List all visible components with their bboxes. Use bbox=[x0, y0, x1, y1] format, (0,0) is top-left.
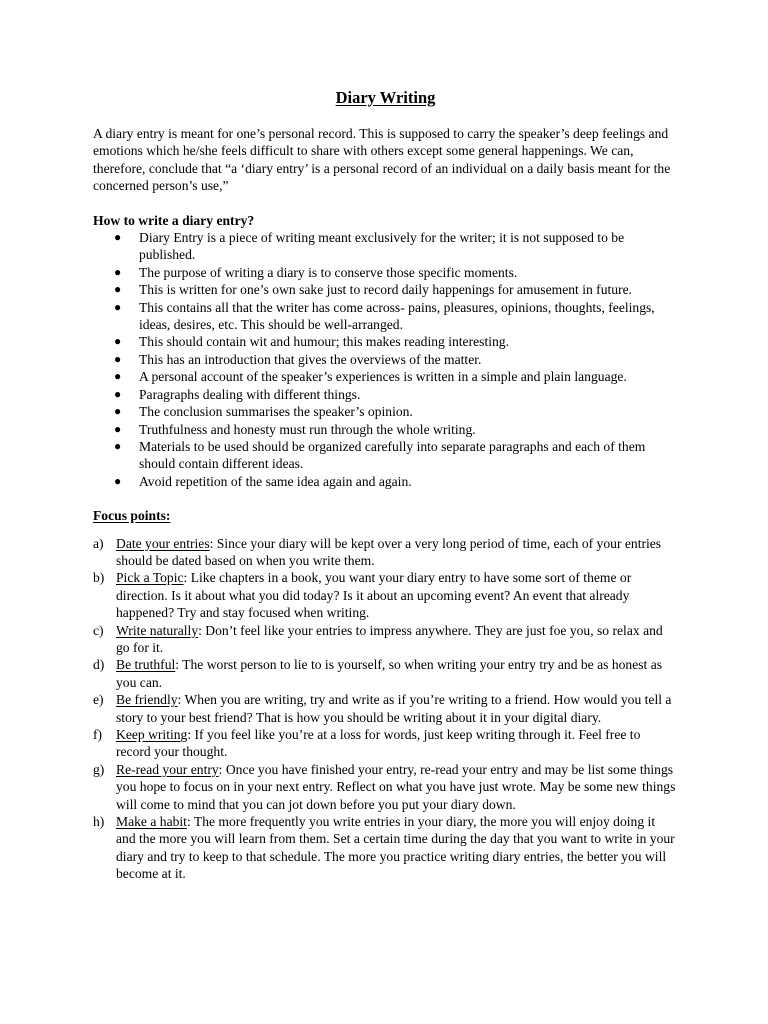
bullet-icon: ● bbox=[114, 473, 122, 488]
focus-heading: Focus points: bbox=[93, 508, 171, 524]
list-item bbox=[93, 569, 676, 621]
list-item bbox=[114, 299, 675, 334]
bullet-icon: ● bbox=[114, 404, 122, 419]
bullet-icon: ● bbox=[114, 282, 122, 297]
focus-text: : The more frequently you write entries in your diary, the more you will enjoy doing it and the more you will learn from them. Set a certain time during the day that you want to write in your diary and try to keep to that schedule. The more you practice writing diary entries, the better you will become at it. bbox=[116, 814, 675, 882]
list-item bbox=[114, 386, 675, 403]
focus-text: : When you are writing, try and write as if you’re writing to a friend. How would you tell a story to your best friend? That is how you should be writing about it in your digital diary. bbox=[116, 692, 672, 725]
focus-term: Keep writing bbox=[116, 727, 188, 742]
bullet-icon: ● bbox=[114, 334, 122, 349]
focus-term: Be truthful bbox=[116, 657, 176, 673]
list-item bbox=[93, 622, 676, 657]
focus-text: : If you feel like you’re at a loss for words, just keep writing through it. Feel free to record your thought. bbox=[116, 727, 641, 760]
bullet-icon: ● bbox=[114, 438, 122, 453]
focus-term: Pick a Topic bbox=[116, 570, 184, 586]
list-marker: f) bbox=[93, 727, 103, 742]
list-item-text: Truthfulness and honesty must run through the whole writing. bbox=[139, 421, 476, 437]
list-item bbox=[93, 761, 676, 813]
list-marker: b) bbox=[93, 570, 105, 586]
list-item-text: This contains all that the writer has come across- pains, pleasures, opinions, thoughts, feelings, ideas, desires, etc. This should be well-arranged. bbox=[139, 299, 655, 333]
list-marker: d) bbox=[93, 657, 105, 673]
list-item-text: The purpose of writing a diary is to conserve those specific moments. bbox=[139, 264, 518, 280]
bullet-icon: ● bbox=[114, 299, 122, 314]
list-item bbox=[114, 281, 675, 298]
focus-text: : Since your diary will be kept over a very long period of time, each of your entries should be dated based on when you write them. bbox=[116, 535, 662, 568]
list-item-text: This should contain wit and humour; this makes reading interesting. bbox=[139, 334, 509, 350]
bullet-icon: ● bbox=[114, 264, 122, 279]
focus-term: Write naturally bbox=[116, 622, 199, 638]
bullet-icon: ● bbox=[114, 421, 122, 436]
bullet-icon: ● bbox=[114, 351, 122, 366]
focus-list bbox=[93, 535, 678, 883]
list-item bbox=[114, 368, 675, 385]
list-item-text: The conclusion summarises the speaker’s opinion. bbox=[139, 404, 413, 420]
list-item bbox=[93, 813, 676, 883]
focus-term: Date your entries bbox=[116, 535, 210, 551]
list-item-text: This has an introduction that gives the overviews of the matter. bbox=[139, 351, 482, 367]
list-item bbox=[93, 656, 676, 691]
list-marker: c) bbox=[93, 622, 104, 638]
list-item-text: Diary Entry is a piece of writing meant exclusively for the writer; it is not supposed to be published. bbox=[139, 230, 625, 263]
bullet-icon: ● bbox=[114, 386, 122, 401]
list-item-text: This is written for one’s own sake just to record daily happenings for amusement in future. bbox=[139, 282, 633, 298]
how-to-heading: How to write a diary entry? bbox=[93, 212, 255, 228]
list-item bbox=[114, 421, 675, 438]
list-item bbox=[93, 691, 676, 726]
list-marker: g) bbox=[93, 761, 105, 777]
list-item bbox=[93, 535, 676, 570]
bullet-icon: ● bbox=[114, 230, 122, 245]
list-item-text: Avoid repetition of the same idea again and again. bbox=[139, 473, 412, 489]
list-item bbox=[114, 351, 675, 368]
list-item bbox=[114, 438, 675, 473]
list-marker: h) bbox=[93, 814, 105, 830]
list-item bbox=[114, 229, 675, 264]
focus-term: Make a habit bbox=[116, 814, 187, 830]
list-marker: a) bbox=[93, 535, 104, 551]
list-item bbox=[114, 473, 675, 490]
focus-term: Be friendly bbox=[116, 692, 178, 708]
page-title: Diary Writing bbox=[335, 88, 436, 107]
list-item bbox=[114, 264, 675, 281]
how-to-list bbox=[93, 229, 678, 490]
list-marker: e) bbox=[93, 692, 104, 708]
list-item bbox=[93, 726, 676, 761]
focus-text: : Once you have finished your entry, re-read your entry and may be list some things you hope to focus on in your next entry. Reflect on what you have just wrote. May be some new things will come to mind that you can jot down before you put your diary down. bbox=[116, 761, 676, 812]
focus-text: : Don’t feel like your entries to impress anywhere. They are just foe you, so relax and go for it. bbox=[116, 622, 663, 655]
focus-term: Re-read your entry bbox=[116, 761, 219, 777]
list-item-text: Materials to be used should be organized carefully into separate paragraphs and each of them should contain different ideas. bbox=[139, 438, 646, 472]
bullet-icon: ● bbox=[114, 369, 122, 384]
list-item-text: A personal account of the speaker’s experiences is written in a simple and plain language. bbox=[139, 369, 627, 385]
list-item-text: Paragraphs dealing with different things. bbox=[139, 386, 361, 402]
list-item bbox=[114, 333, 675, 350]
focus-text: : Like chapters in a book, you want your diary entry to have some sort of theme or direction. Is it about what you did today? Is it about an upcoming event? An event that already happened? Try and stay focused when writing. bbox=[116, 570, 632, 621]
list-item bbox=[114, 403, 675, 420]
focus-text: : The worst person to lie to is yourself, so when writing your entry try and be as honest as you can. bbox=[116, 657, 663, 690]
intro-paragraph: A diary entry is meant for one’s personal record. This is supposed to carry the speaker’s deep feelings and emotions which he/she feels difficult to share with others except some general happenings. We can, therefore, conclude that “a ‘diary entry’ is a personal record of an individual on a daily basis meant for the concerned person’s use,” bbox=[93, 126, 671, 194]
